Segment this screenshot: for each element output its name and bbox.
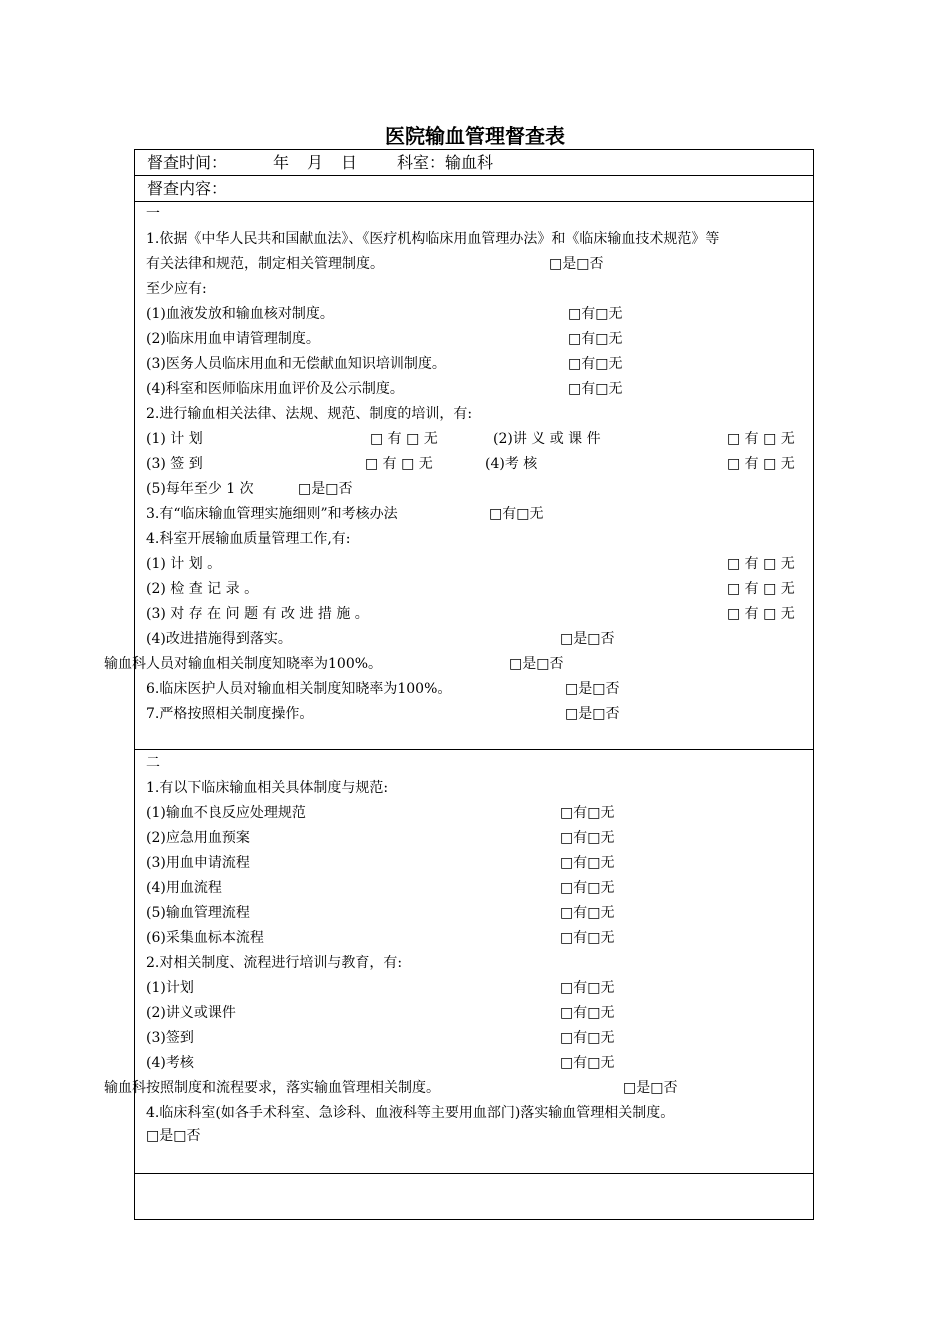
s1-item-2: (2)临床用血申请管理制度。 <box>146 331 320 347</box>
s1-q2-sign: (3) 签 到 <box>146 456 203 472</box>
s1-q4-item-4-checkbox[interactable]: □是□否 <box>560 631 615 647</box>
s1-q4-item-4: (4)改进措施得到落实。 <box>146 631 292 647</box>
s1-q6-checkbox[interactable]: □是□否 <box>565 681 620 697</box>
section-2-number: 二 <box>146 755 160 771</box>
s1-q4-item-1: (1) 计 划 。 <box>146 556 222 572</box>
s2-q3-checkbox[interactable]: □是□否 <box>623 1080 678 1096</box>
s1-item-2-checkbox[interactable]: □有□无 <box>568 331 623 347</box>
s1-q4-item-2-checkbox[interactable]: □ 有 □ 无 <box>727 581 795 597</box>
s2-q1-item-4: (4)用血流程 <box>146 880 222 896</box>
s1-q1-line1: 1.依据《中华人民共和国献血法》、《医疗机构临床用血管理办法》和《临床输血技术规范》等 <box>146 231 720 247</box>
s1-q1-checkbox[interactable]: □是□否 <box>549 256 604 272</box>
section-1-number: 一 <box>146 206 160 222</box>
s1-q2-sign-checkbox[interactable]: □ 有 □ 无 <box>365 456 433 472</box>
s2-q2-item-1: (1)计划 <box>146 980 194 996</box>
inspection-info-row <box>134 149 814 176</box>
s1-q5-checkbox[interactable]: □是□否 <box>509 656 564 672</box>
s1-q4-item-3: (3) 对 存 在 问 题 有 改 进 措 施 。 <box>146 606 369 622</box>
document-title: 医院输血管理督查表 <box>385 124 565 148</box>
inspection-time-label: 督查时间： <box>147 153 228 172</box>
s1-item-3-checkbox[interactable]: □有□无 <box>568 356 623 372</box>
s2-q2-item-3: (3)签到 <box>146 1030 194 1046</box>
s2-q2-item-4-checkbox[interactable]: □有□无 <box>560 1055 615 1071</box>
s1-q2-yearly-checkbox[interactable]: □是□否 <box>298 481 353 497</box>
s1-item-1: (1)血液发放和输血核对制度。 <box>146 306 334 322</box>
s2-q2-item-4: (4)考核 <box>146 1055 194 1071</box>
s2-q1-item-1: (1)输血不良反应处理规范 <box>146 805 306 821</box>
s1-q7: 7.严格按照相关制度操作。 <box>146 706 314 722</box>
s2-q1-item-5-checkbox[interactable]: □有□无 <box>560 905 615 921</box>
s2-q2-item-2-checkbox[interactable]: □有□无 <box>560 1005 615 1021</box>
s1-q2-plan: (1) 计 划 <box>146 431 203 447</box>
s2-q1-item-2-checkbox[interactable]: □有□无 <box>560 830 615 846</box>
s1-q1-line2: 有关法律和规范，制定相关管理制度。 <box>146 256 384 272</box>
s2-q1-item-5: (5)输血管理流程 <box>146 905 250 921</box>
s1-item-4: (4)科室和医师临床用血评价及公示制度。 <box>146 381 404 397</box>
s1-least-label: 至少应有: <box>146 281 207 297</box>
s2-q1-item-6-checkbox[interactable]: □有□无 <box>560 930 615 946</box>
inspection-content-row <box>134 175 814 202</box>
s1-item-1-checkbox[interactable]: □有□无 <box>568 306 623 322</box>
s2-q2-item-2: (2)讲义或课件 <box>146 1005 236 1021</box>
s1-item-4-checkbox[interactable]: □有□无 <box>568 381 623 397</box>
s1-q4-item-1-checkbox[interactable]: □ 有 □ 无 <box>727 556 795 572</box>
s1-q3-checkbox[interactable]: □有□无 <box>489 506 544 522</box>
day-label: 日 <box>341 153 358 172</box>
s2-q1-item-6: (6)采集血标本流程 <box>146 930 264 946</box>
s1-q2: 2.进行输血相关法律、法规、规范、制度的培训，有: <box>146 406 473 422</box>
s1-q2-lecture: (2)讲 义 或 课 件 <box>493 431 601 447</box>
s1-q2-plan-checkbox[interactable]: □ 有 □ 无 <box>370 431 438 447</box>
s2-q2-item-3-checkbox[interactable]: □有□无 <box>560 1030 615 1046</box>
s1-q2-lecture-checkbox[interactable]: □ 有 □ 无 <box>727 431 795 447</box>
s1-q7-checkbox[interactable]: □是□否 <box>565 706 620 722</box>
s1-q4: 4.科室开展输血质量管理工作,有: <box>146 531 351 547</box>
s2-q1-item-2: (2)应急用血预案 <box>146 830 250 846</box>
inspection-content-label: 督查内容： <box>147 179 228 198</box>
s1-q2-exam: (4)考 核 <box>485 456 538 472</box>
month-label: 月 <box>307 153 324 172</box>
s2-q1: 1.有以下临床输血相关具体制度与规范: <box>146 780 389 796</box>
department-label: 科室：输血科 <box>397 153 494 172</box>
s2-q2: 2.对相关制度、流程进行培训与教育，有: <box>146 955 403 971</box>
s2-q1-item-3-checkbox[interactable]: □有□无 <box>560 855 615 871</box>
s1-item-3: (3)医务人员临床用血和无偿献血知识培训制度。 <box>146 356 446 372</box>
s2-q4: 4.临床科室(如各手术科室、急诊科、血液科等主要用血部门)落实输血管理相关制度。 <box>146 1105 675 1121</box>
s2-q2-item-1-checkbox[interactable]: □有□无 <box>560 980 615 996</box>
s1-q4-item-3-checkbox[interactable]: □ 有 □ 无 <box>727 606 795 622</box>
s1-q3: 3.有“临床输血管理实施细则”和考核办法 <box>146 506 398 522</box>
s1-q6: 6.临床医护人员对输血相关制度知晓率为100%。 <box>146 681 452 697</box>
s1-q4-item-2: (2) 检 查 记 录 。 <box>146 581 259 597</box>
s2-q1-item-1-checkbox[interactable]: □有□无 <box>560 805 615 821</box>
s2-q1-item-4-checkbox[interactable]: □有□无 <box>560 880 615 896</box>
s2-q3: 输血科按照制度和流程要求，落实输血管理相关制度。 <box>104 1080 440 1096</box>
empty-row <box>134 1173 814 1220</box>
s1-q2-exam-checkbox[interactable]: □ 有 □ 无 <box>727 456 795 472</box>
s1-q2-yearly: (5)每年至少 1 次 <box>146 481 254 497</box>
s2-q4-checkbox[interactable]: □是□否 <box>146 1128 201 1144</box>
year-label: 年 <box>273 153 290 172</box>
s1-q5: 输血科人员对输血相关制度知晓率为100%。 <box>104 656 383 672</box>
s2-q1-item-3: (3)用血申请流程 <box>146 855 250 871</box>
